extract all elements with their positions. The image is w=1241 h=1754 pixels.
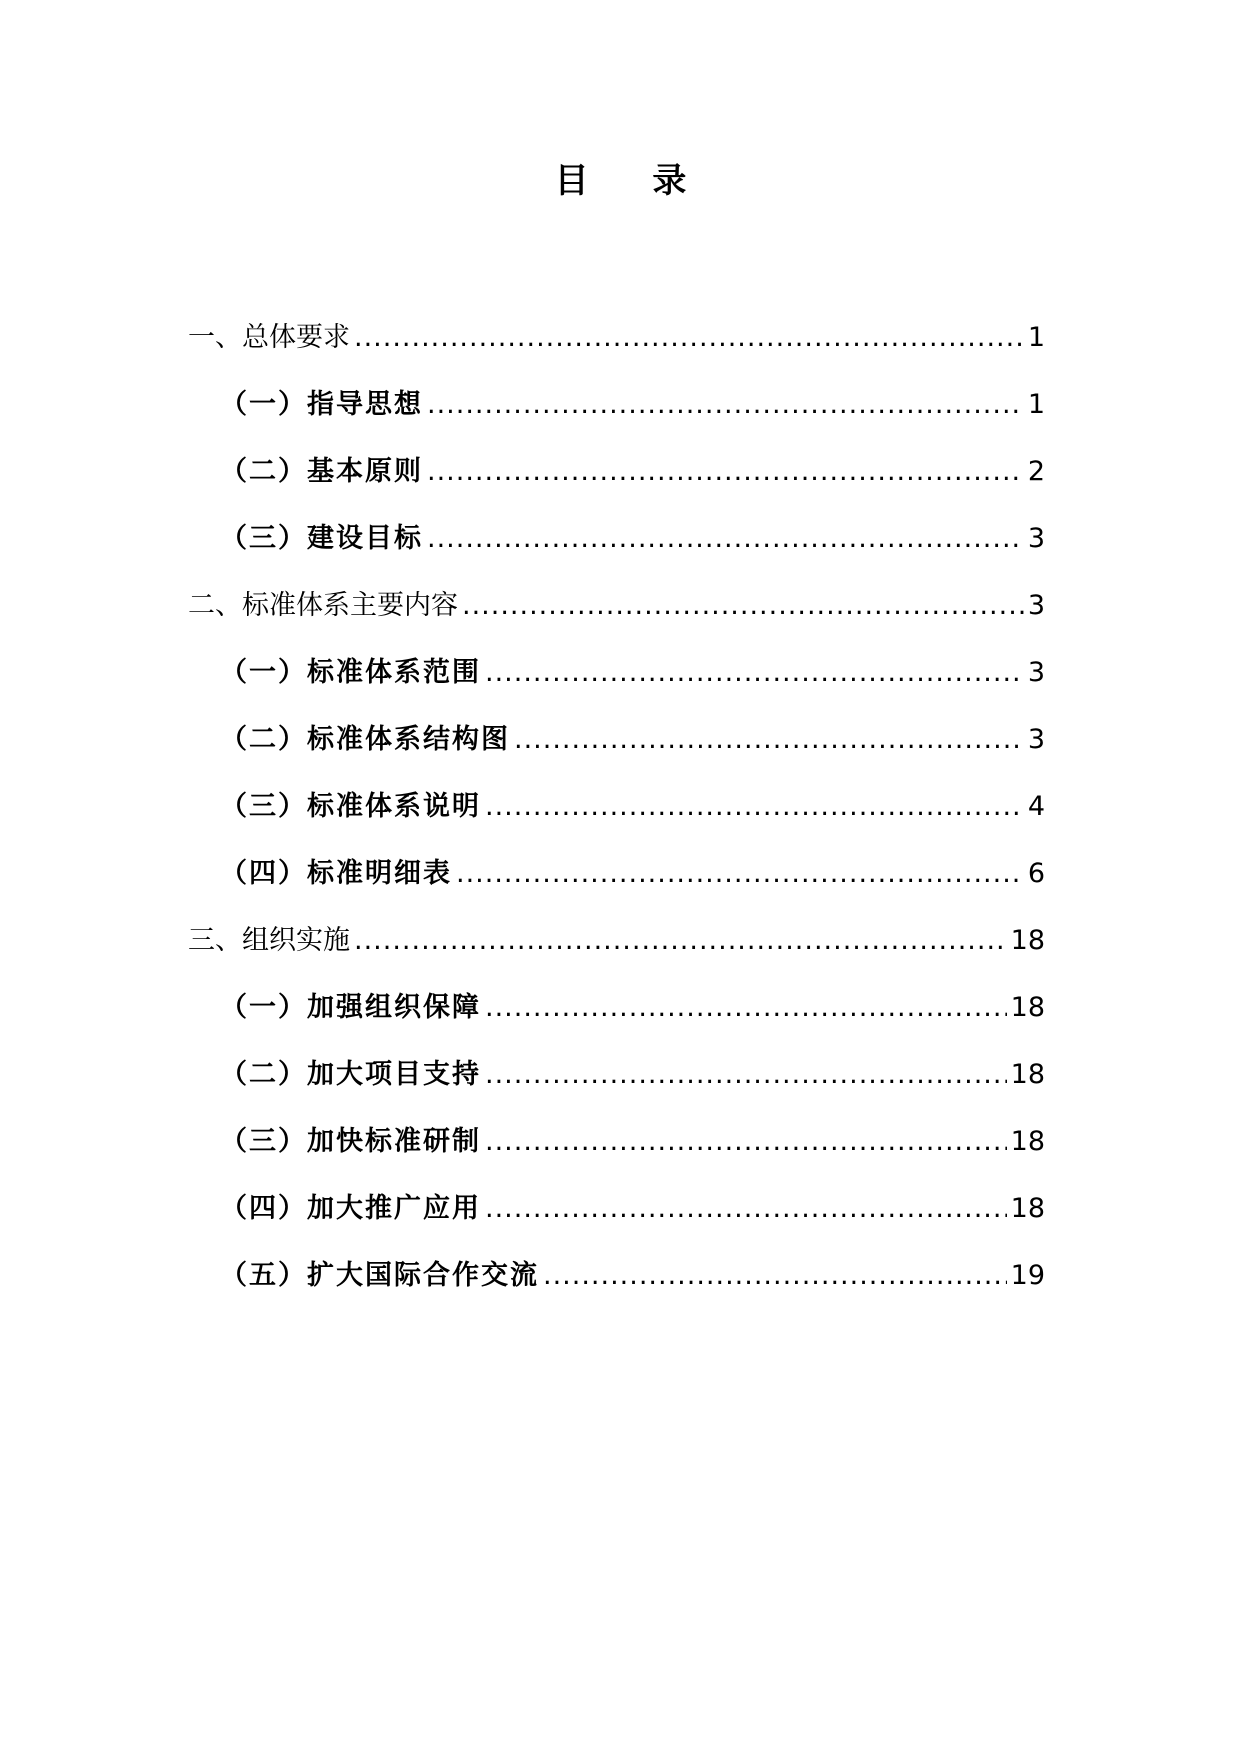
toc-entry-label: （四）标准明细表: [220, 858, 452, 889]
toc-entry-label: （一）指导思想: [220, 389, 423, 420]
toc-entry-page-number: 18: [1010, 1059, 1045, 1090]
toc-entry-overall-requirements[interactable]: [188, 316, 1045, 360]
toc-entry-accelerate-standards[interactable]: [220, 1120, 1045, 1164]
toc-entry-system-scope[interactable]: [220, 651, 1045, 695]
toc-entry-standard-system-content[interactable]: [188, 584, 1045, 628]
toc-entry-label: （三）建设目标: [220, 523, 423, 554]
toc-entry-system-description[interactable]: [220, 785, 1045, 829]
toc-entry-guiding-ideology[interactable]: [220, 383, 1045, 427]
toc-entry-page-number: 3: [1027, 523, 1045, 554]
dot-leader: [485, 1187, 1007, 1231]
toc-entry-system-structure-diagram[interactable]: [220, 718, 1045, 762]
toc-entry-label: （五）扩大国际合作交流: [220, 1260, 539, 1291]
toc-entry-page-number: 19: [1010, 1260, 1045, 1291]
toc-entry-page-number: 4: [1027, 791, 1045, 822]
toc-entry-label: （三）标准体系说明: [220, 791, 481, 822]
toc-entry-label: （二）加大项目支持: [220, 1059, 481, 1090]
dot-leader: [485, 1053, 1007, 1097]
dot-leader: [485, 651, 1024, 695]
toc-entry-label: （二）基本原则: [220, 456, 423, 487]
toc-entry-label: 二、标准体系主要内容: [188, 590, 458, 621]
toc-entry-label: （四）加大推广应用: [220, 1193, 481, 1224]
dot-leader: [485, 1120, 1007, 1164]
toc-entry-page-number: 3: [1027, 724, 1045, 755]
toc-entry-label: （一）加强组织保障: [220, 992, 481, 1023]
dot-leader: [354, 919, 1007, 963]
dot-leader: [462, 584, 1024, 628]
toc-entry-standards-detail-table[interactable]: [220, 852, 1045, 896]
toc-entry-page-number: 2: [1027, 456, 1045, 487]
toc-entry-label: （三）加快标准研制: [220, 1126, 481, 1157]
toc-entry-page-number: 1: [1027, 389, 1045, 420]
dot-leader: [427, 517, 1024, 561]
dot-leader: [543, 1254, 1007, 1298]
toc-entry-label: （二）标准体系结构图: [220, 724, 510, 755]
dot-leader: [485, 986, 1007, 1030]
toc-entry-label: 一、总体要求: [188, 322, 350, 353]
toc-entry-page-number: 3: [1027, 590, 1045, 621]
toc-entry-basic-principles[interactable]: [220, 450, 1045, 494]
toc-entry-label: （一）标准体系范围: [220, 657, 481, 688]
toc-entry-page-number: 1: [1027, 322, 1045, 353]
toc-entry-page-number: 3: [1027, 657, 1045, 688]
toc-entry-project-support[interactable]: [220, 1053, 1045, 1097]
page-title: 目 录: [554, 161, 713, 201]
dot-leader: [427, 383, 1024, 427]
toc-entry-page-number: 18: [1010, 925, 1045, 956]
toc-entry-page-number: 18: [1010, 992, 1045, 1023]
toc-entry-promotion-application[interactable]: [220, 1187, 1045, 1231]
toc-entry-construction-goals[interactable]: [220, 517, 1045, 561]
toc-entry-strengthen-organization[interactable]: [220, 986, 1045, 1030]
toc-entry-page-number: 6: [1027, 858, 1045, 889]
dot-leader: [427, 450, 1024, 494]
toc-entry-international-cooperation[interactable]: [220, 1254, 1045, 1298]
dot-leader: [485, 785, 1024, 829]
toc-entry-organization-implementation[interactable]: [188, 919, 1045, 963]
toc-entry-page-number: 18: [1010, 1126, 1045, 1157]
dot-leader: [456, 852, 1024, 896]
toc-entry-page-number: 18: [1010, 1193, 1045, 1224]
dot-leader: [514, 718, 1024, 762]
dot-leader: [354, 316, 1024, 360]
toc-entry-label: 三、组织实施: [188, 925, 350, 956]
